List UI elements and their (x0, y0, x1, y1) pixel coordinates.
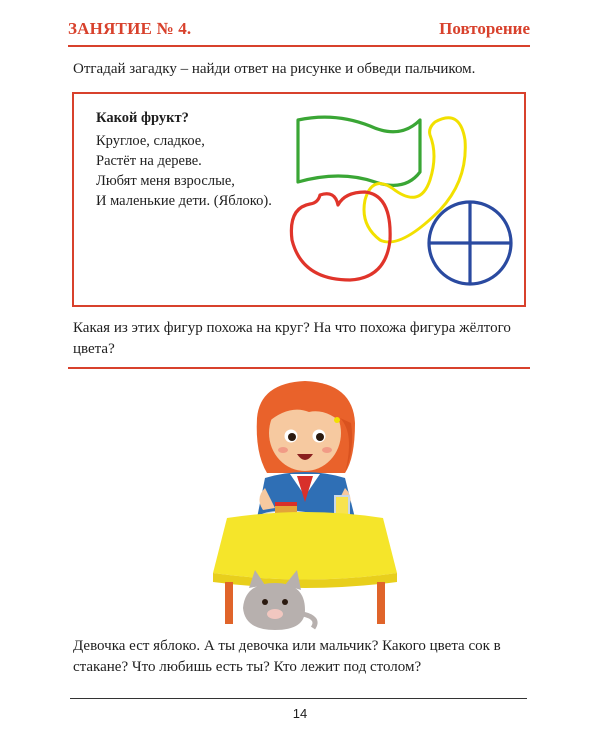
riddle-title: Какой фрукт? (96, 110, 189, 126)
riddle-line-3: Любят меня взрослые, (96, 173, 235, 189)
question-shapes: Какая из этих фигур похожа на круг? На что похожа фигура жёлтого цвета? (73, 320, 511, 357)
question-picture: Девочка ест яблоко. А ты девочка или мальчик? Какого цвета сок в стакане? Что любишь есть ты? Кто лежит под столом? (73, 638, 501, 675)
lesson-topic: Повторение (439, 19, 530, 38)
section-rule (68, 367, 530, 369)
riddle-line-1: Круглое, сладкое, (96, 133, 205, 149)
footer-rule (70, 698, 527, 699)
green-flag-shape (298, 117, 420, 185)
page-number: 14 (292, 706, 308, 721)
girl-eating-illustration (205, 378, 405, 633)
blue-circle-cross-shape (429, 202, 511, 284)
lesson-title: ЗАНЯТИЕ № 4. (68, 19, 192, 38)
instruction-text: Отгадай загадку – найди ответ на рисунке и обведи пальчиком. (73, 61, 476, 77)
riddle-line-2: Растёт на дереве. (96, 153, 202, 169)
header-rule (68, 45, 530, 47)
riddle-line-4: И маленькие дети. (Яблоко). (96, 193, 272, 209)
riddle-shapes (280, 100, 525, 300)
